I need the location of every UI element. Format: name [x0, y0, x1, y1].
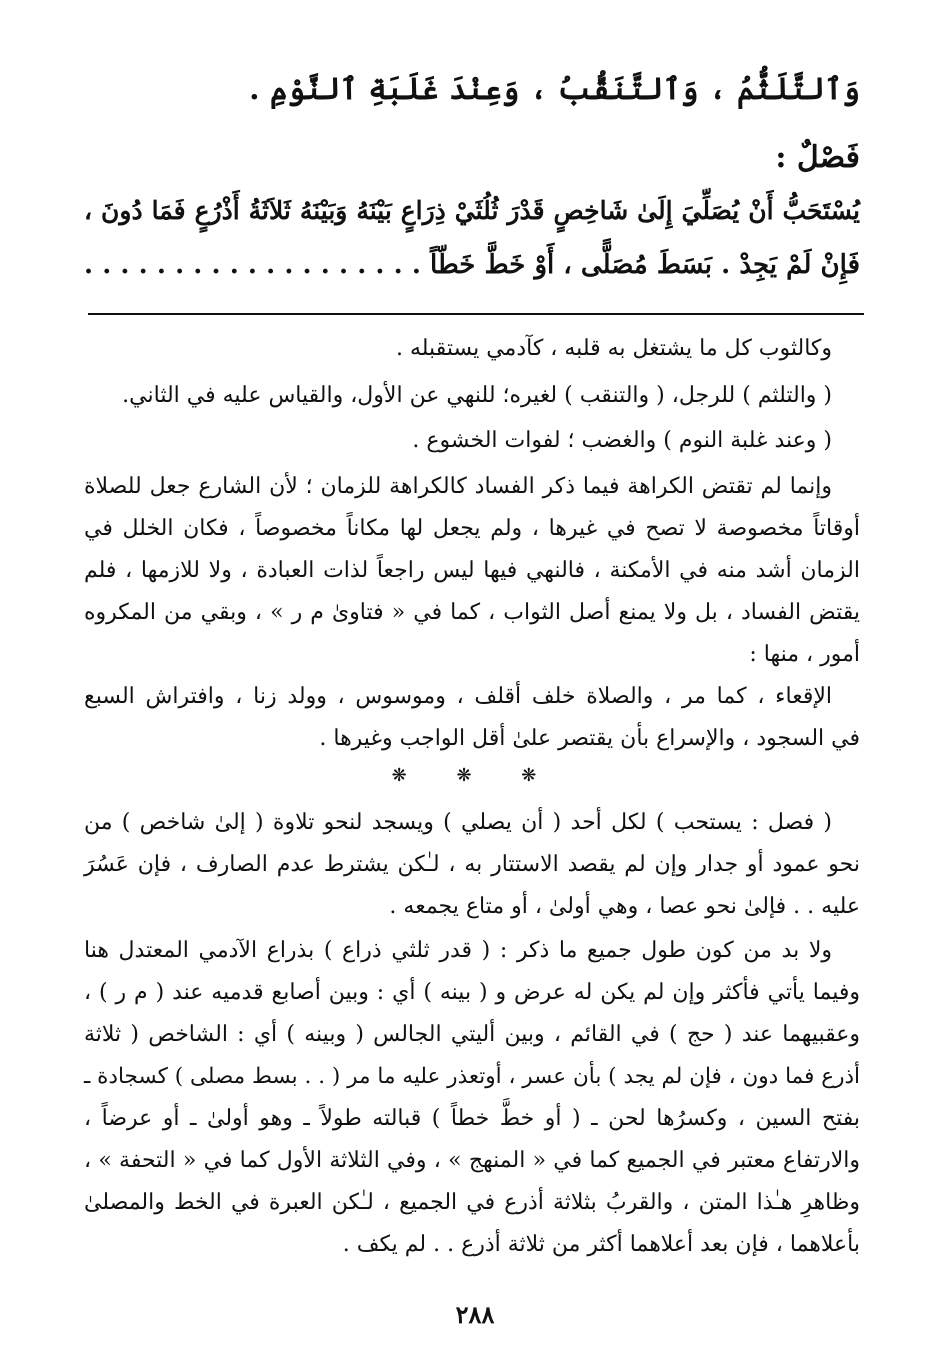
separator-rule [88, 313, 864, 315]
sharh-p4-line: الزمان أشد منه في الأمكنة ، فالنهي فيها ليس راجعاً لذات العبادة ، ولا للازمها ، فلم [84, 558, 860, 583]
matn-line-3: يُسْتَحَبُّ أَنْ يُصَلِّيَ إِلَىٰ شَاخِصٍ قَدْرَ ثُلُثَيْ ذِرَاعٍ بَيْنَهُ وَبَيْنَهُ ثَلاَثَةُ أَذْرُعٍ فَمَا دُونَ ، [84, 196, 860, 225]
sharh-p7-line: وظاهرِ هـٰذا المتن ، والقربُ بثلاثة أذرع في الجميع ، لـٰكن العبرة في الخط والمصلىٰ [84, 1190, 860, 1215]
sharh-p3: ( وعند غلبة النوم ) والغضب ؛ لفوات الخشوع . [412, 428, 832, 453]
matn-line-1: وَٱلتَّلَثُّمُ ، وَٱلتَّنَقُّبُ ، وَعِنْدَ غَلَبَةِ ٱلنَّوْمِ . [249, 72, 860, 107]
section-divider-stars: ❋ ❋ ❋ [391, 765, 559, 786]
sharh-p6-line: عليه . . فإلىٰ نحو عصا ، وهي أولىٰ ، أو متاع يجمعه . [389, 894, 860, 919]
sharh-p4-line: أوقاتاً مخصوصة لا تصح في غيرها ، ولم يجعل لها مكاناً مخصوصاً ، فكان الخلل في [84, 516, 860, 541]
sharh-p7-line: وفيما يأتي فأكثر وإن لم يكن له عرض و ( بينه ) أي : وبين أصابع قدميه عند ( م ر ) ، [84, 980, 860, 1005]
page-number: ٢٨٨ [455, 1300, 495, 1329]
sharh-p7-line: ولا بد من كون طول جميع ما ذكر : ( قدر ثلثي ذراع ) بذراع الآدمي المعتدل هنا [84, 938, 832, 963]
matn-line-4: فَإِنْ لَمْ يَجِدْ . بَسَطَ مُصَلًّى ، أَوْ خَطَّ خَطّاً . . . . . . . . . . . . . . . . . . . [84, 250, 860, 280]
sharh-p4-line: يقتض الفساد ، بل ولا يمنع أصل الثواب ، كما في « فتاوىٰ م ر » ، وبقي من المكروه [84, 600, 860, 625]
sharh-p2: ( والتلثم ) للرجل، ( والتنقب ) لغيره؛ للنهي عن الأول، والقياس عليه في الثاني. [122, 383, 832, 408]
sharh-p7-line: بأعلاهما ، فإن بعد أعلاهما أكثر من ثلاثة أذرع . . لم يكف . [342, 1232, 860, 1257]
sharh-p6-line: نحو عمود أو جدار وإن لم يقصد الاستتار به ، لـٰكن يشترط عدم الصارف ، فإن عَسُرَ [84, 852, 860, 877]
sharh-p4-line: وإنما لم تقتض الكراهة فيما ذكر الفساد كالكراهة للزمان ؛ لأن الشارع جعل للصلاة [84, 474, 832, 499]
sharh-p6-line: ( فصل : يستحب ) لكل أحد ( أن يصلي ) ويسجد لنحو تلاوة ( إلىٰ شاخص ) من [84, 810, 832, 835]
sharh-p7-line: بفتح السين ، وكسرُها لحن ـ ( أو خطَّ خطاً ) قبالته طولاً ـ وهو أولىٰ ـ أو عرضاً ، [84, 1106, 860, 1131]
sharh-p4-line: أمور ، منها : [749, 642, 860, 667]
sharh-p5-line: في السجود ، والإسراع بأن يقتصر علىٰ أقل الواجب وغيرها . [319, 726, 860, 751]
sharh-p7-line: أذرع فما دون ، فإن لم يجد ) بأن عسر ، أوتعذر عليه ما مر ( . . بسط مصلى ) كسجادة ـ [84, 1064, 860, 1089]
sharh-p7-line: والارتفاع معتبر في الجميع كما في « المنهج » ، وفي الثلاثة الأول كما في « التحفة » ، [84, 1148, 860, 1173]
section-heading: فَصْلٌ : [775, 140, 860, 175]
sharh-p7-line: وعقبيهما عند ( حج ) في القائم ، وبين أليتي الجالس ( وبينه ) أي : الشاخص ( ثلاثة [84, 1022, 860, 1047]
sharh-p1: وكالثوب كل ما يشتغل به قلبه ، كآدمي يستقبله . [395, 336, 832, 361]
sharh-p5-line: الإقعاء ، كما مر ، والصلاة خلف أقلف ، وموسوس ، وولد زنا ، وافتراش السبع [84, 684, 832, 709]
